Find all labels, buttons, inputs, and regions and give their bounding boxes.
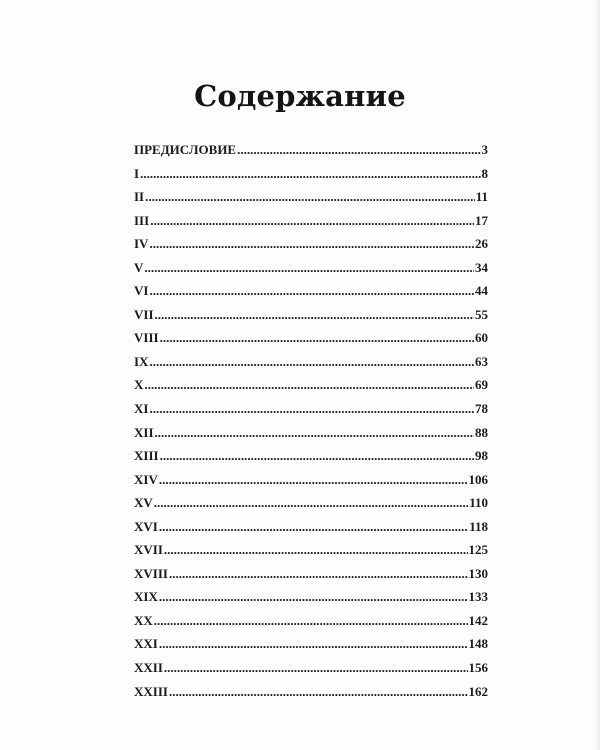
- dot-leader: [159, 589, 468, 605]
- toc-entry-page-number: 106: [468, 471, 488, 487]
- toc-entry-page-number: 8: [481, 165, 488, 181]
- toc-entry-page-number: 55: [475, 306, 488, 322]
- dot-leader: [159, 519, 468, 535]
- toc-entry-page-number: 88: [475, 424, 488, 440]
- dot-leader: [154, 613, 468, 629]
- toc-entry[interactable]: [134, 566, 488, 590]
- toc-entry[interactable]: [134, 260, 488, 284]
- toc-entry-page-number: 34: [475, 259, 488, 275]
- toc-entry-label: XIX: [134, 589, 158, 605]
- toc-entry[interactable]: [134, 613, 488, 637]
- dot-leader: [160, 448, 474, 464]
- toc-entry-label: VI: [134, 283, 149, 299]
- dot-leader: [155, 425, 474, 441]
- page-title: Содержание: [194, 79, 406, 114]
- toc-entry-label: IV: [134, 236, 149, 252]
- toc-entry-page-number: 3: [481, 142, 488, 157]
- dot-leader: [144, 377, 474, 393]
- dot-leader: [145, 189, 475, 205]
- table-of-contents: [134, 142, 488, 707]
- toc-entry-label: XXIII: [134, 683, 168, 699]
- toc-entry-label: XI: [134, 401, 149, 417]
- toc-entry-label: ПРЕДИСЛОВИЕ: [134, 142, 237, 157]
- dot-leader: [150, 213, 474, 229]
- toc-entry[interactable]: [134, 589, 488, 613]
- toc-entry[interactable]: [134, 377, 488, 401]
- toc-entry-page-number: 156: [468, 660, 488, 676]
- toc-entry[interactable]: [134, 448, 488, 472]
- toc-entry[interactable]: [134, 354, 488, 378]
- toc-entry-page-number: 98: [475, 448, 488, 464]
- dot-leader: [154, 495, 468, 511]
- toc-entry[interactable]: [134, 142, 488, 166]
- toc-entry-page-number: 130: [468, 565, 488, 581]
- toc-entry[interactable]: [134, 425, 488, 449]
- toc-entry-label: X: [134, 377, 144, 393]
- dot-leader: [159, 636, 468, 652]
- toc-entry[interactable]: [134, 401, 488, 425]
- toc-entry[interactable]: [134, 213, 488, 237]
- toc-entry-label: VIII: [134, 330, 159, 346]
- toc-entry[interactable]: [134, 236, 488, 260]
- toc-entry-label: I: [134, 165, 140, 181]
- dot-leader: [159, 472, 468, 488]
- toc-entry-label: VII: [134, 306, 154, 322]
- toc-entry[interactable]: [134, 330, 488, 354]
- toc-entry-page-number: 148: [468, 636, 488, 652]
- toc-entry[interactable]: [134, 189, 488, 213]
- dot-leader: [164, 660, 468, 676]
- toc-entry-page-number: 78: [475, 401, 488, 417]
- toc-entry-label: XVII: [134, 542, 163, 558]
- dot-leader: [144, 260, 474, 276]
- dot-leader: [169, 684, 468, 700]
- dot-leader: [164, 542, 468, 558]
- toc-entry[interactable]: [134, 495, 488, 519]
- toc-entry-label: II: [134, 189, 145, 205]
- dot-leader: [149, 401, 474, 417]
- toc-entry[interactable]: [134, 307, 488, 331]
- dot-leader: [237, 142, 480, 158]
- toc-entry[interactable]: [134, 472, 488, 496]
- toc-entry-label: XV: [134, 495, 153, 511]
- toc-entry-label: XVI: [134, 518, 158, 534]
- toc-entry-label: XXI: [134, 636, 158, 652]
- toc-entry-label: XIV: [134, 471, 158, 487]
- toc-entry-label: IX: [134, 353, 149, 369]
- toc-entry-label: XX: [134, 612, 153, 628]
- toc-entry[interactable]: [134, 519, 488, 543]
- toc-entry-label: XXII: [134, 660, 163, 676]
- toc-entry[interactable]: [134, 166, 488, 190]
- dot-leader: [155, 307, 474, 323]
- toc-entry-page-number: 44: [475, 283, 488, 299]
- dot-leader: [149, 236, 474, 252]
- toc-entry-label: III: [134, 212, 150, 228]
- toc-entry-page-number: 69: [475, 377, 488, 393]
- dot-leader: [149, 283, 474, 299]
- toc-entry-page-number: 133: [468, 589, 488, 605]
- toc-entry-page-number: 118: [469, 518, 488, 534]
- toc-entry-label: V: [134, 259, 144, 275]
- toc-entry-page-number: 11: [475, 189, 488, 205]
- toc-entry-page-number: 17: [475, 212, 488, 228]
- toc-entry-page-number: 142: [468, 612, 488, 628]
- toc-entry[interactable]: [134, 283, 488, 307]
- toc-entry-page-number: 125: [468, 542, 488, 558]
- toc-entry-label: XII: [134, 424, 154, 440]
- toc-entry-page-number: 26: [475, 236, 488, 252]
- toc-entry-label: XVIII: [134, 565, 168, 581]
- toc-entry-label: XIII: [134, 448, 159, 464]
- dot-leader: [140, 166, 480, 182]
- toc-entry[interactable]: [134, 542, 488, 566]
- toc-entry[interactable]: [134, 660, 488, 684]
- toc-entry-page-number: 60: [475, 330, 488, 346]
- toc-entry[interactable]: [134, 636, 488, 660]
- dot-leader: [149, 354, 474, 370]
- toc-entry-page-number: 110: [469, 495, 488, 511]
- toc-entry-page-number: 162: [468, 683, 488, 699]
- toc-entry-page-number: 63: [475, 353, 488, 369]
- dot-leader: [169, 566, 468, 582]
- dot-leader: [160, 330, 474, 346]
- toc-entry[interactable]: [134, 684, 488, 708]
